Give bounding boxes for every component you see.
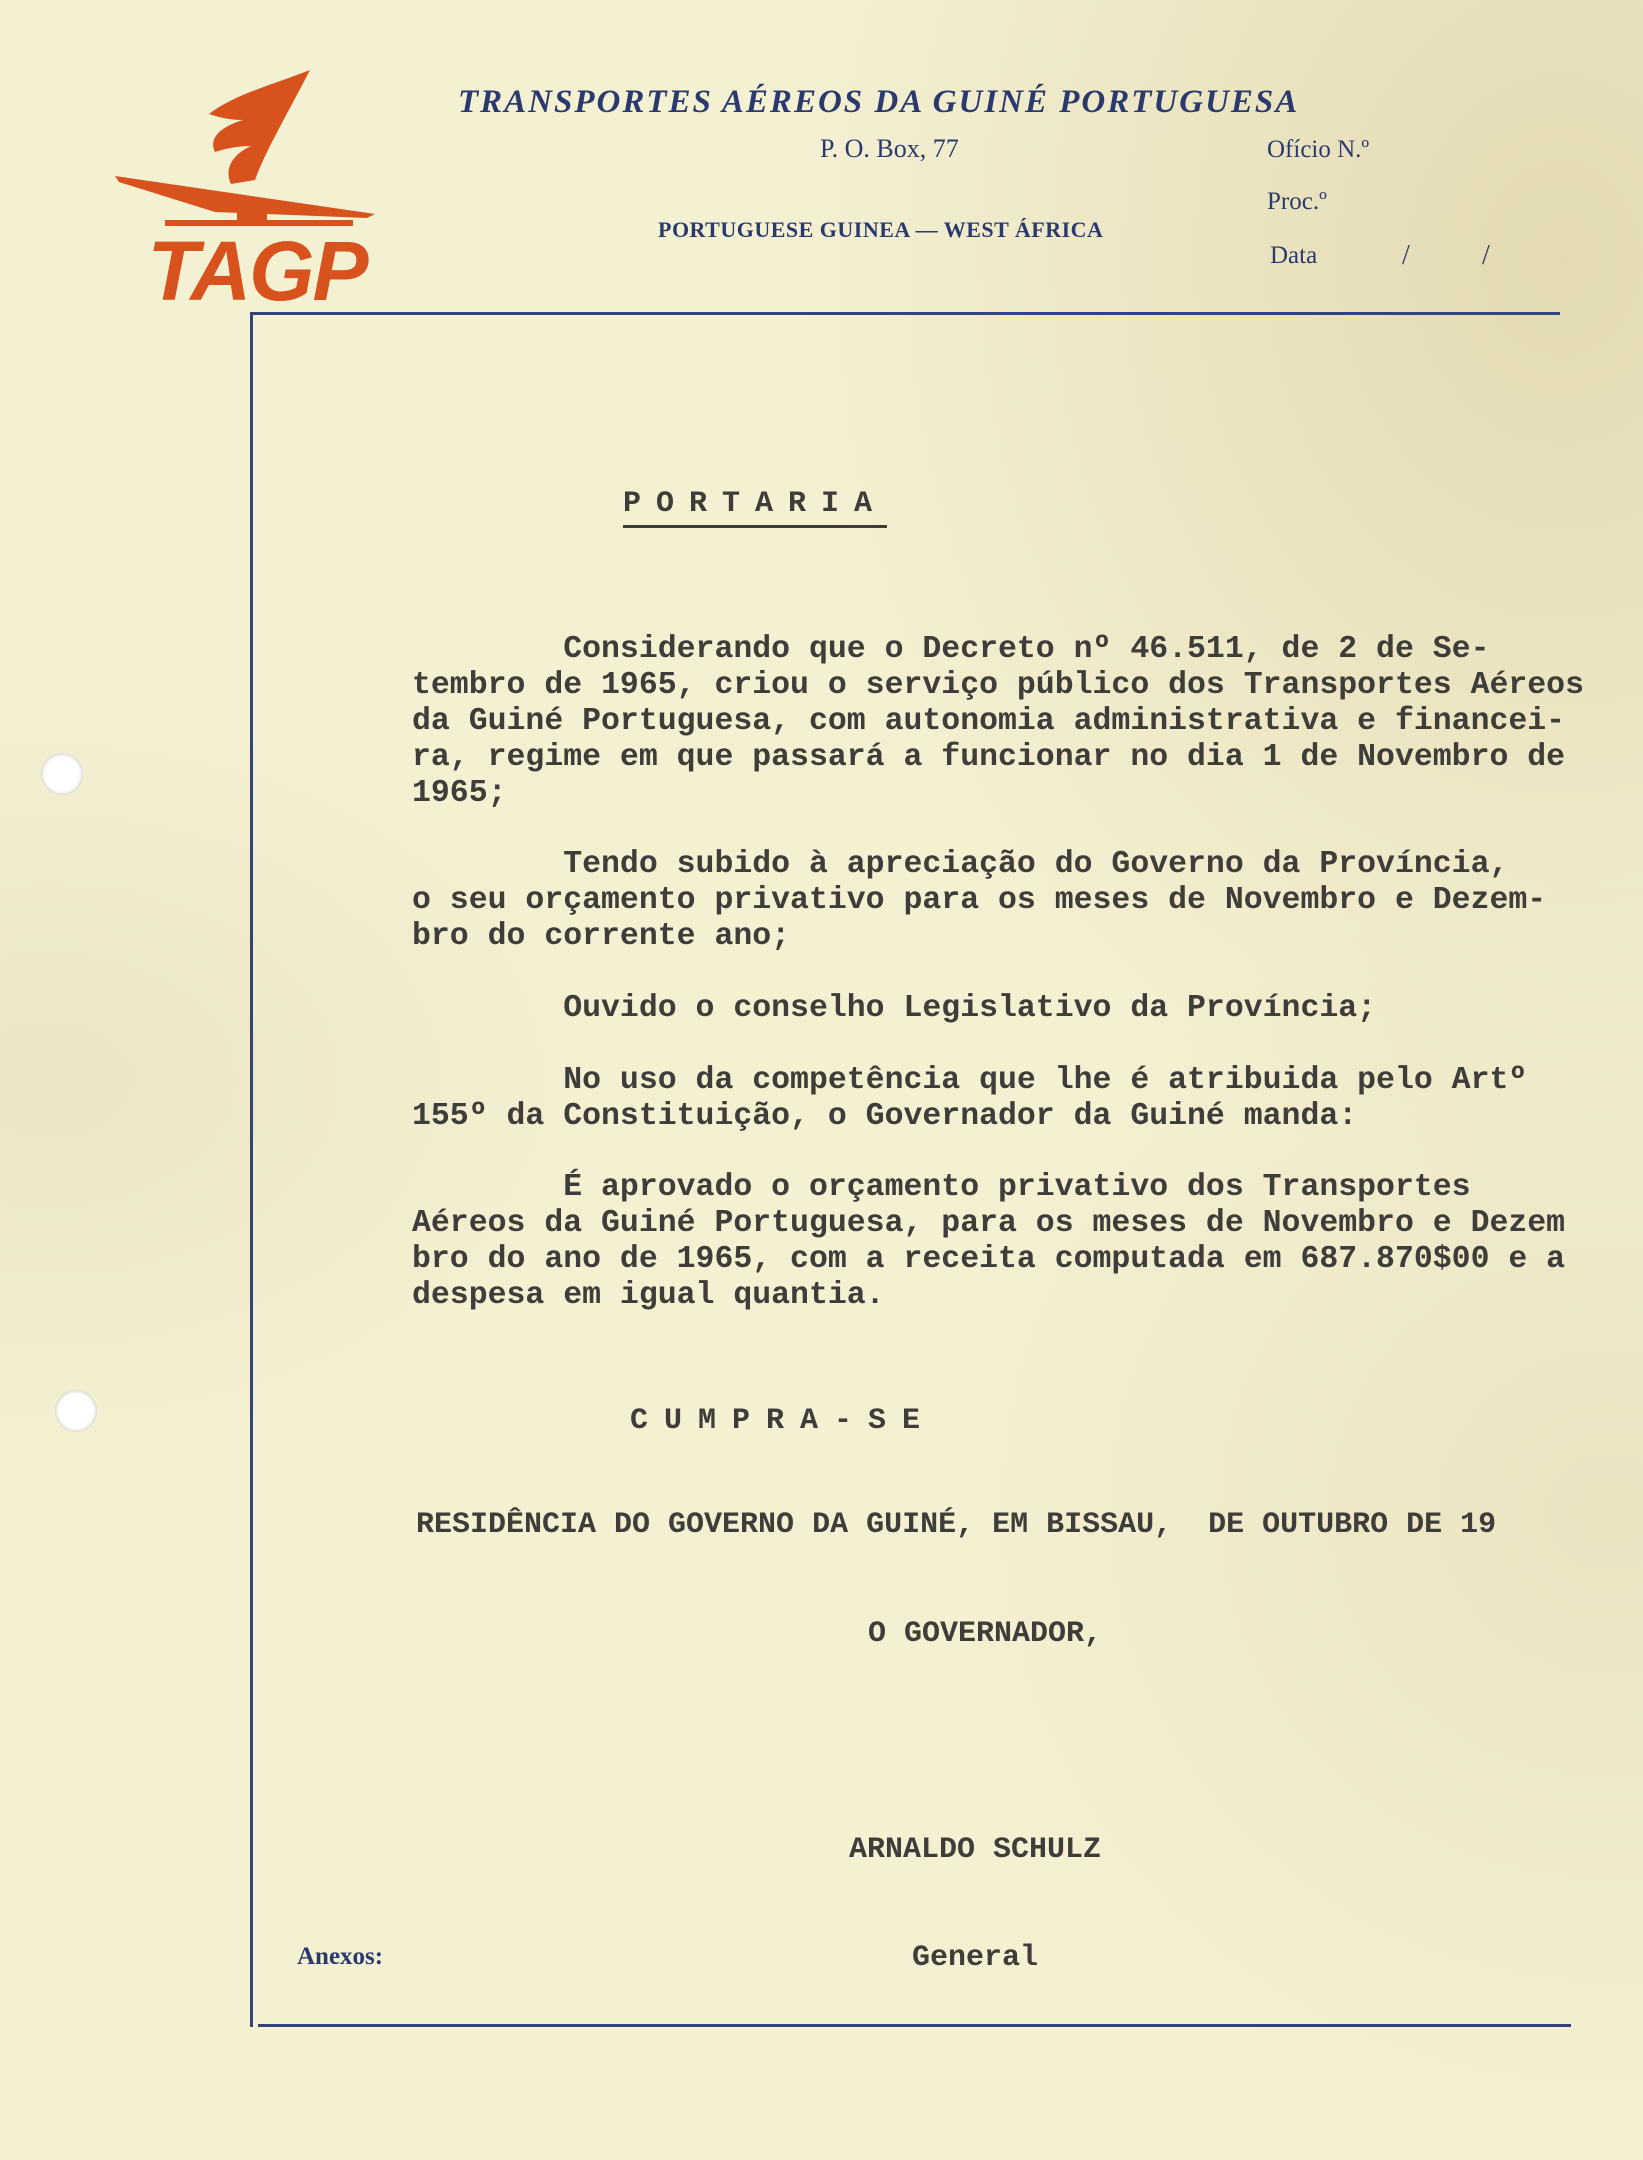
- date-separator-2: /: [1482, 240, 1490, 271]
- punch-hole-top: [41, 753, 83, 795]
- oficio-label: Ofício N.º: [1267, 136, 1370, 163]
- signature-block: [849, 1760, 1101, 2012]
- tagp-logo: [105, 62, 385, 312]
- signer-rank: General: [912, 1941, 1039, 1975]
- paragraph-aprovado: É aprovado o orçamento privativo dos Transportes Aéreos da Guiné Portuguesa, para os meses de Novembro e Dezem bro do ano de 1965, com a receita computada em 687.870$00 e a despesa em igual quantia.: [412, 1170, 1566, 1313]
- frame-rule-left: [250, 312, 253, 2027]
- winged-emblem-icon: [115, 70, 375, 226]
- paragraph-tendo-subido: Tendo subido à apreciação do Governo da Província, o seu orçamento privativo para os meses de Novembro e Dezem- bro do corrente ano;: [412, 847, 1547, 954]
- document-heading: PORTARIA: [623, 487, 887, 528]
- paragraph-considerando: Considerando que o Decreto nº 46.511, de 2 de Se- tembro de 1965, criou o serviço público dos Transportes Aéreos da Guiné Portuguesa, com autonomia administrativa e financei- ra, regime em que passará a funcionar no dia 1 de Novembro de 1965;: [412, 632, 1584, 811]
- anexos-label: Anexos:: [297, 1943, 384, 1970]
- frame-rule-top: [250, 312, 1560, 315]
- paragraph-ouvido: Ouvido o conselho Legislativo da Província;: [412, 991, 1377, 1026]
- governador-title: O GOVERNADOR,: [868, 1617, 1103, 1651]
- letterhead-po-box: P. O. Box, 77: [820, 134, 959, 163]
- letterhead-subtitle: PORTUGUESE GUINEA — WEST ÁFRICA: [658, 217, 1104, 242]
- data-label: Data: [1270, 242, 1318, 269]
- paragraph-no-uso: No uso da competência que lhe é atribuida pelo Artº 155º da Constituição, o Governador da Guiné manda:: [412, 1063, 1528, 1134]
- punch-hole-bottom: [55, 1390, 97, 1432]
- signer-name: ARNALDO SCHULZ: [849, 1833, 1102, 1867]
- date-separator-1: /: [1402, 240, 1410, 271]
- letterhead-title: TRANSPORTES AÉREOS DA GUINÉ PORTUGUESA: [458, 84, 1300, 120]
- logo-text: TAGP: [147, 224, 367, 312]
- place-date-line: RESIDÊNCIA DO GOVERNO DA GUINÉ, EM BISSAU, DE OUTUBRO DE 19: [416, 1508, 1497, 1542]
- proc-label: Proc.º: [1267, 188, 1327, 215]
- cumpra-se: CUMPRA-SE: [630, 1404, 937, 1438]
- frame-rule-bottom: [258, 2024, 1571, 2027]
